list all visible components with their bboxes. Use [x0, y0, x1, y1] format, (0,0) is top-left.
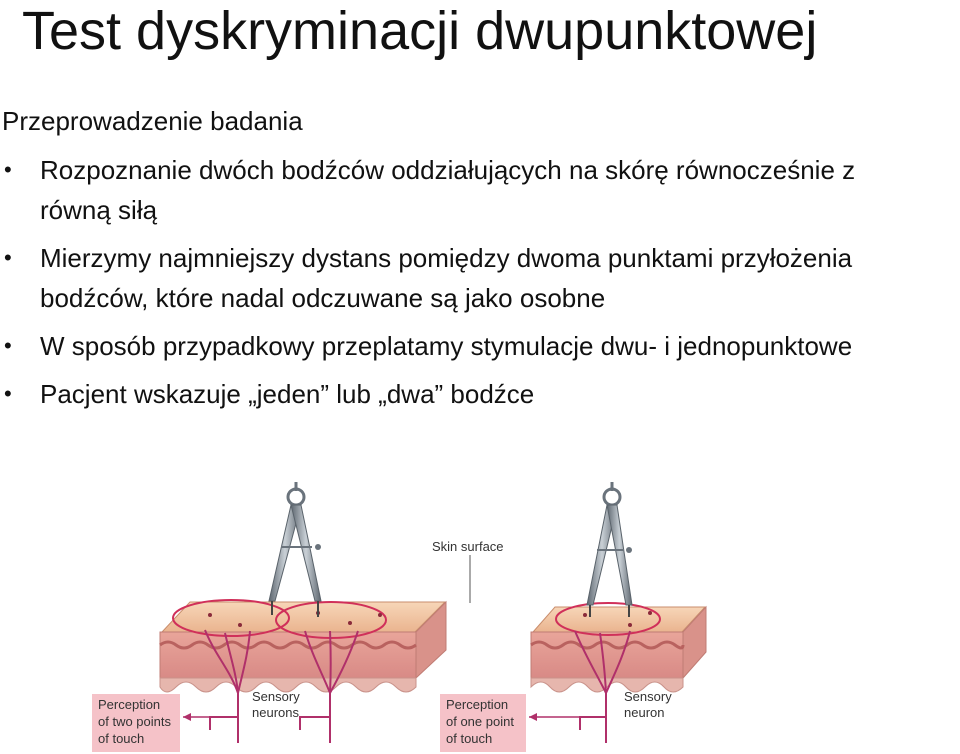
bullet-text: Mierzymy najmniejszy dystans pomiędzy dwoma punktami przyłożenia bodźców, które nadal odczuwane są jako osobne [40, 243, 853, 313]
left-caliper-icon [269, 482, 321, 617]
bullet-dot-icon: • [4, 381, 12, 406]
label-perception-two-line: of touch [98, 731, 145, 746]
bullet-text: Rozpoznanie dwóch bodźców oddziałujących na skórę równocześnie z równą siłą [40, 155, 856, 225]
right-skin-block [531, 603, 706, 743]
label-sensory-neuron-line: neuron [624, 705, 665, 720]
label-sensory-neuron-line: Sensory [624, 689, 672, 704]
label-skin-surface: Skin surface [432, 539, 504, 554]
bullet-item [0, 326, 920, 366]
label-perception-one-line: of touch [446, 731, 493, 746]
label-perception-one-line: of one point [446, 714, 514, 729]
label-perception-two-line: of two points [98, 714, 171, 729]
bullet-text: Pacjent wskazuje „jeden” lub „dwa” bodźce [40, 379, 535, 409]
label-sensory-neurons-line: neurons [252, 705, 299, 720]
bullet-dot-icon: • [4, 157, 12, 182]
svg-text:Sensory neurons [252, 689, 303, 720]
label-perception-two-line: Perception [98, 697, 161, 712]
bullet-item [0, 150, 920, 230]
bullet-dot-icon: • [4, 245, 12, 270]
two-point-discrimination-diagram [0, 455, 960, 754]
bullet-list [0, 150, 960, 422]
label-perception-one-line: Perception [446, 697, 509, 712]
left-skin-block [160, 600, 446, 743]
label-sensory-neurons-line: Sensory [252, 689, 300, 704]
bullet-text: W sposób przypadkowy przeplatamy stymulacje dwu- i jednopunktowe [40, 331, 853, 361]
bullet-item [0, 374, 920, 414]
svg-text:Sensory neuron [624, 689, 675, 720]
section-heading: Przeprowadzenie badania [2, 106, 303, 136]
slide-title: Test dyskryminacji dwupunktowej [22, 1, 818, 61]
bullet-item [0, 238, 920, 318]
bullet-dot-icon: • [4, 333, 12, 358]
right-caliper-icon [587, 482, 632, 617]
